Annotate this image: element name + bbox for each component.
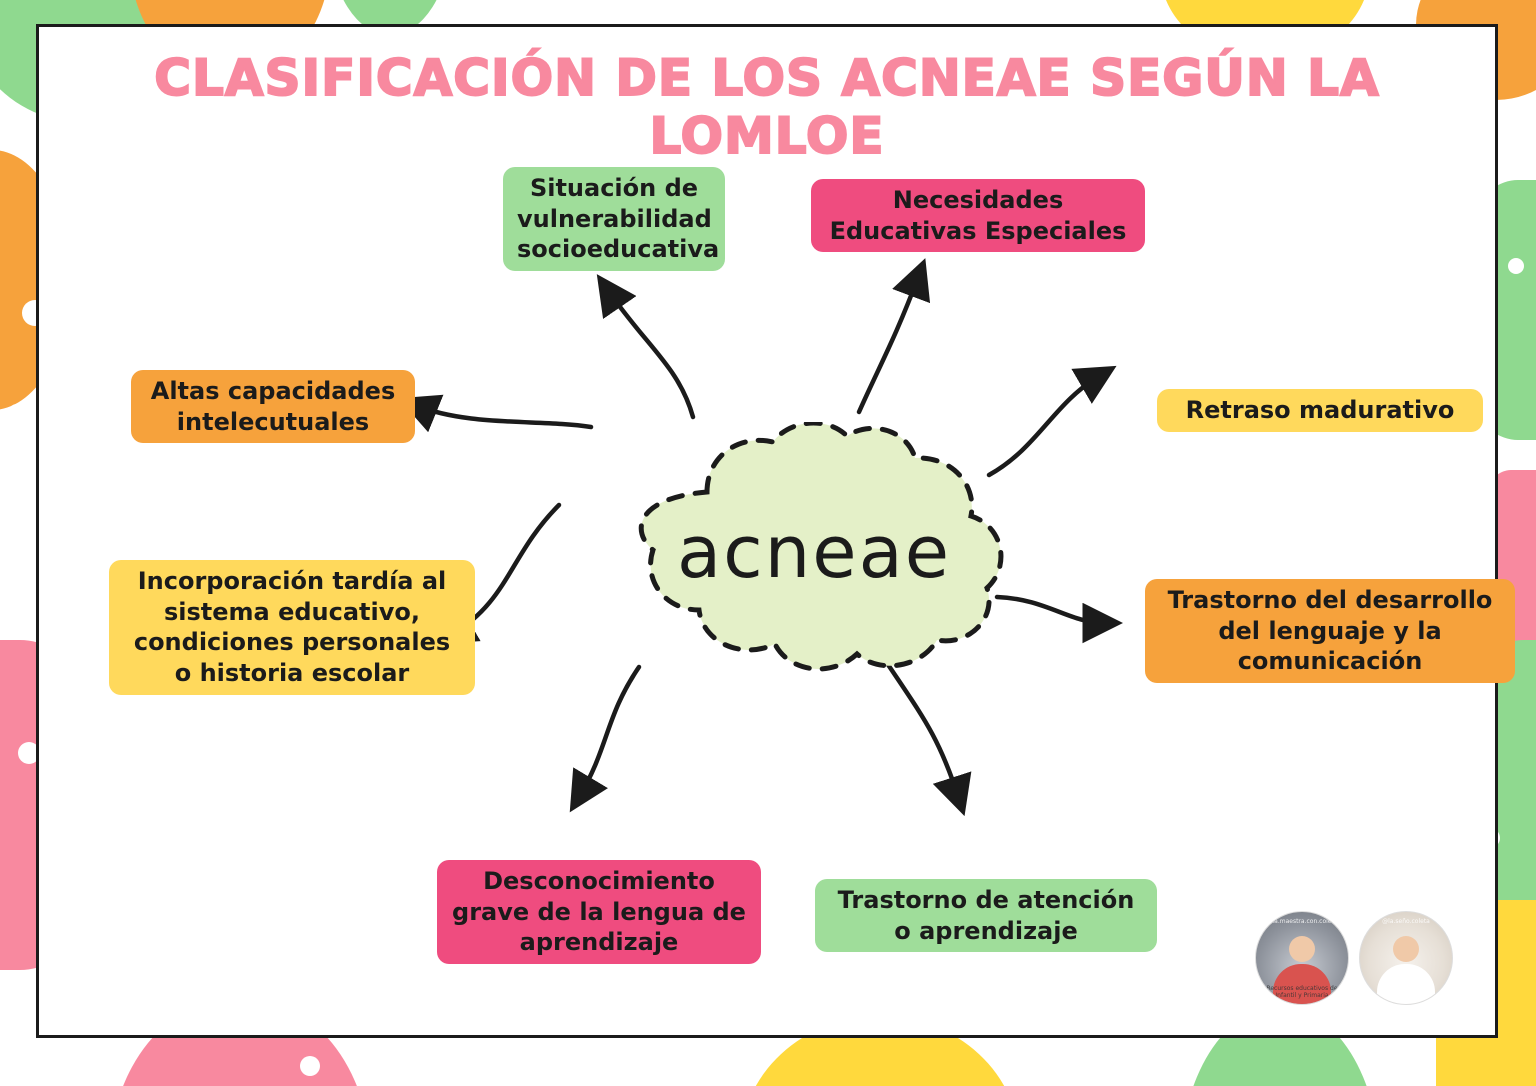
avatar-body-icon (1377, 964, 1435, 1004)
node-desconocimiento-lengua[interactable]: Desconocimiento grave de la lengua de aprendizaje (437, 860, 761, 964)
node-nee[interactable]: Necesidades Educativas Especiales (811, 179, 1145, 252)
badge-right-handle: @la.seño.coleta (1382, 918, 1430, 925)
arrow-to-nee (859, 275, 919, 412)
decorative-dot (1508, 258, 1524, 274)
decorative-dot (300, 1056, 320, 1076)
center-label: acneae (676, 510, 952, 594)
node-retraso-madurativo[interactable]: Retraso madurativo (1157, 389, 1483, 432)
arrow-to-vulnerabilidad (607, 289, 693, 417)
node-altas-capacidades[interactable]: Altas capacidades intelecutuales (131, 370, 415, 443)
badge-right-avatar (1359, 911, 1453, 1005)
badge-left-handle: @la.maestra.con.coleta (1266, 918, 1338, 925)
central-node (599, 422, 1029, 687)
watermark-badges (1255, 911, 1453, 1005)
avatar-head-icon (1393, 936, 1419, 962)
badge-left-caption: Recursos educativos de Infantil y Primaria (1266, 985, 1338, 999)
avatar-head-icon (1289, 936, 1315, 962)
decorative-dot (8, 404, 26, 422)
node-vulnerabilidad[interactable]: Situación de vulnerabilidad socioeducativa (503, 167, 725, 271)
node-trastorno-atencion[interactable]: Trastorno de atención o aprendizaje (815, 879, 1157, 952)
poster-canvas (36, 24, 1498, 1038)
node-incorporacion-tardia[interactable]: Incorporación tardía al sistema educativo, condiciones personales o historia escolar (109, 560, 475, 695)
node-trastorno-lenguaje[interactable]: Trastorno del desarrollo del lenguaje y la comunicación (1145, 579, 1515, 683)
page-title: CLASIFICACIÓN DE LOS ACNEAE SEGÚN LA LOMLOE (154, 49, 1380, 165)
arrow-to-altas-capacidades (415, 405, 591, 427)
badge-left-avatar (1255, 911, 1349, 1005)
